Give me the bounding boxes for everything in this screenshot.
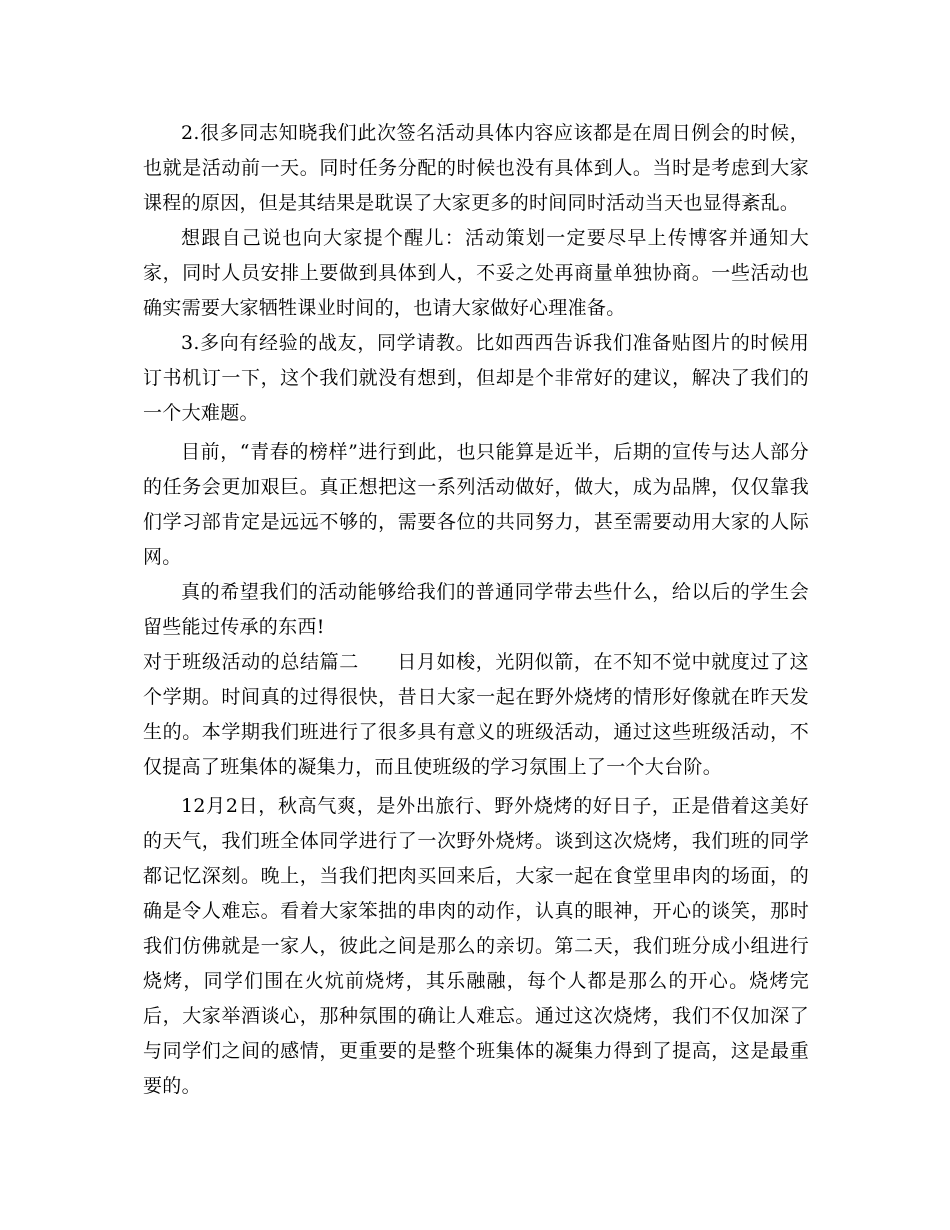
section-title-inline: 对于班级活动的总结篇二 — [143, 651, 359, 673]
paragraph-barbecue: 12月2日，秋高气爽，是外出旅行、野外烧烤的好日子，正是借着这美好的天气，我们班全体同学进行了一次野外烧烤。谈到这次烧烤，我们班的同学都记忆深刻。晚上，当我们把肉买回来后，大家一起在食堂里串肉的场面，的确是令人难忘。看着大家笨拙的串肉的动作，认真的眼神，开心的谈笑，那时我们仿佛就是一家人，彼此之间是那么的亲切。第二天，我们班分成小组进行烧烤，同学们围在火炕前烧烤，其乐融融，每个人都是那么的开心。烧烤完后，大家举酒谈心，那种氛围的确让人难忘。通过这次烧烤，我们不仅加深了与同学们之间的感情，更重要的是整个班集体的凝集力得到了提高，这是最重要的。 — [143, 795, 809, 1097]
paragraph-summary-part-two — [143, 645, 809, 785]
paragraph-hope: 真的希望我们的活动能够给我们的普通同学带去些什么，给以后的学生会留些能过传承的东西! — [143, 581, 809, 638]
paragraph-current-progress: 目前，“青春的榜样”进行到此，也只能算是近半，后期的宣传与达人部分的任务会更加艰巨。真正想把这一系列活动做好，做大，成为品牌，仅仅靠我们学习部肯定是远远不够的，需要各位的共同努力，甚至需要动用大家的人际网。 — [143, 441, 809, 568]
document-body — [143, 116, 809, 1104]
paragraph-summary-part-two-text: 日月如梭，光阴似箭，在不知不觉中就度过了这个学期。时间真的过得很快，昔日大家一起在野外烧烤的情形好像就在昨天发生的。本学期我们班进行了很多具有意义的班级活动，通过这些班级活动，不仅提高了班集体的凝集力，而且使班级的学习氛围上了一个大台阶。 — [143, 651, 809, 778]
paragraph-signature-activity-issue: 2.很多同志知晓我们此次签名活动具体内容应该都是在周日例会的时候，也就是活动前一天。同时任务分配的时候也没有具体到人。当时是考虑到大家课程的原因，但是其结果是耽误了大家更多的时间同时活动当天也显得紊乱。 — [143, 122, 809, 214]
paragraph-ask-experienced: 3.多向有经验的战友，同学请教。比如西西告诉我们准备贴图片的时候用订书机订一下，这个我们就没有想到，但却是个非常好的建议，解决了我们的一个大难题。 — [143, 332, 809, 424]
paragraph-reminder: 想跟自己说也向大家提个醒儿：活动策划一定要尽早上传博客并通知大家，同时人员安排上要做到具体到人，不妥之处再商量单独协商。一些活动也确实需要大家牺牲课业时间的，也请大家做好心理准备。 — [143, 227, 809, 319]
